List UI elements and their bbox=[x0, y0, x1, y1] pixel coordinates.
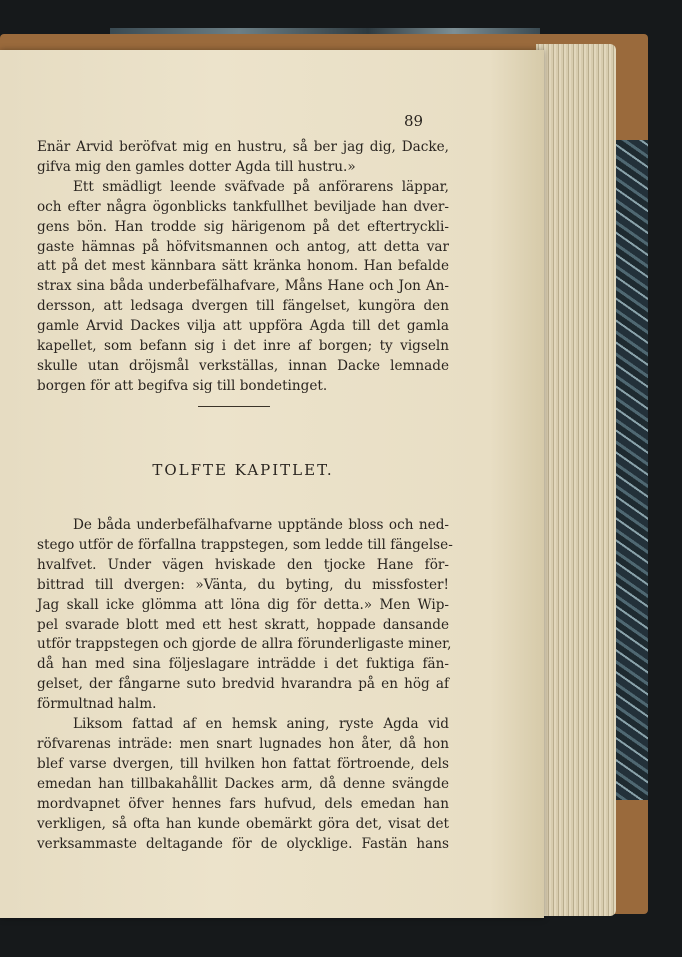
text-line: pel svarade blott med ett hest skratt, hoppade dansande bbox=[37, 616, 449, 633]
text-line: röfvarenas inträde: men snart lugnades hon åter, då hon bbox=[37, 735, 449, 752]
text-line: mordvapnet öfver hennes fars hufvud, dels emedan han bbox=[37, 795, 449, 812]
text-line: verkligen, så ofta han kunde obemärkt göra det, visat det bbox=[37, 815, 449, 832]
text-line: Liksom fattad af en hemsk aning, ryste Agda vid bbox=[73, 716, 449, 733]
paragraph-1 bbox=[37, 138, 449, 397]
text-line: Enär Arvid beröfvat mig en hustru, så ber jag dig, Dacke, bbox=[37, 139, 449, 155]
text-line: förmultnad halm. bbox=[37, 696, 157, 713]
text-line: De båda underbefälhafvarne upptände bloss och ned- bbox=[73, 517, 449, 533]
text-line: Jag skall icke glömma att löna dig för detta.» Men Wip- bbox=[37, 596, 449, 613]
chapter-heading: TOLFTE KAPITLET. bbox=[152, 461, 334, 479]
text-line: emedan han tillbakahållit Dackes arm, då denne svängde bbox=[37, 775, 449, 792]
paragraph-2 bbox=[37, 516, 453, 854]
text-line: gaste hämnas på höfvitsmannen och antog, att detta var bbox=[37, 238, 449, 255]
text-line: utför trappstegen och gjorde de allra förunderligaste miner, bbox=[37, 636, 452, 653]
text-line: gens bön. Han trodde sig härigenom på det eftertryckli- bbox=[37, 218, 449, 235]
text-line: hvalfvet. Under vägen hviskade den tjocke Hane för- bbox=[37, 556, 449, 573]
text-line: Ett smädligt leende sväfvade på anförarens läppar, bbox=[73, 178, 449, 195]
page-edges bbox=[536, 44, 616, 916]
text-line: stego utför de förfallna trappstegen, som ledde till fängelse- bbox=[37, 536, 453, 553]
text-line: skulle utan dröjsmål verkställas, innan Dacke lemnade bbox=[37, 357, 449, 374]
text-line: strax sina båda underbefälhafvare, Måns Hane och Jon An- bbox=[37, 278, 449, 295]
section-divider bbox=[198, 406, 270, 407]
text-line: borgen för att begifva sig till bondetinget. bbox=[37, 377, 328, 394]
text-line: att på det mest kännbara sätt kränka honom. Han befalde bbox=[37, 258, 449, 275]
text-line: verksammaste deltagande för de olycklige. Fastän hans bbox=[37, 835, 449, 852]
text-line: bittrad till dvergen: »Vänta, du byting, du missfoster! bbox=[37, 576, 449, 593]
text-line: blef varse dvergen, till hvilken hon fattat förtroende, dels bbox=[37, 755, 449, 772]
text-line: gifva mig den gamles dotter Agda till hustru.» bbox=[37, 158, 356, 175]
marbled-endpaper bbox=[612, 140, 648, 800]
text-line: gelset, der fångarne suto bredvid hvarandra på en hög af bbox=[37, 676, 449, 693]
text-line: gamle Arvid Dackes vilja att uppföra Agda till det gamla bbox=[37, 318, 449, 335]
text-line: dersson, att ledsaga dvergen till fängelset, kungöra den bbox=[37, 298, 449, 315]
text-line: kapellet, som befann sig i det inre af borgen; ty vigseln bbox=[37, 338, 449, 355]
text-line: då han med sina följeslagare inträdde i det fuktiga fän- bbox=[37, 656, 449, 673]
text-line: och efter några ögonblicks tankfullhet beviljade han dver- bbox=[37, 198, 449, 215]
page-number: 89 bbox=[404, 112, 424, 130]
